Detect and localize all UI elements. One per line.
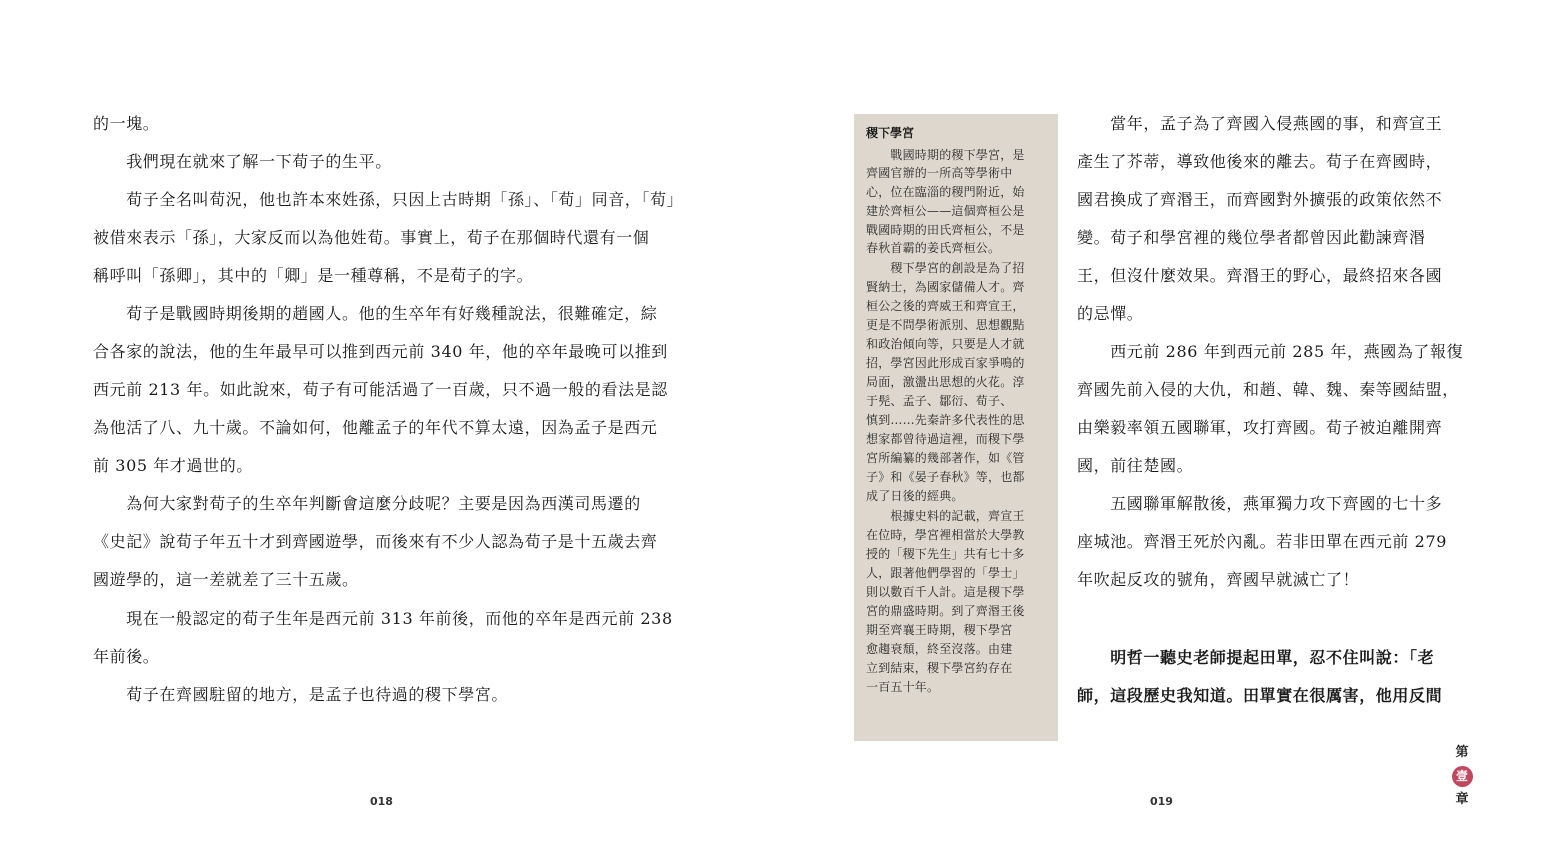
left-line: 的一塊。 bbox=[93, 114, 160, 133]
sidebar-line: 期至齊襄王時期，稷下學宮 bbox=[866, 623, 1013, 637]
right-line: 當年，孟子為了齊國入侵燕國的事，和齊宣王 bbox=[1077, 114, 1443, 133]
sidebar-line: 授的「稷下先生」共有七十多 bbox=[866, 547, 1025, 561]
sidebar-line: 局面，激盪出思想的火花。淳 bbox=[866, 375, 1025, 389]
sidebar-line: 建於齊桓公——這個齊桓公是 bbox=[866, 204, 1025, 218]
right-line: 產生了芥蒂，導致他後來的離去。荀子在齊國時， bbox=[1077, 152, 1443, 171]
sidebar-line: 愈趨衰頹，終至沒落。由建 bbox=[866, 642, 1013, 656]
sidebar-line: 于髡、孟子、鄒衍、荀子、 bbox=[866, 394, 1013, 408]
left-line: 國遊學的，這一差就差了三十五歲。 bbox=[93, 570, 359, 589]
left-line: 被借來表示「孫」，大家反而以為他姓荀。事實上，荀子在那個時代還有一個 bbox=[93, 228, 650, 247]
left-line: 前 305 年才過世的。 bbox=[93, 456, 253, 475]
chapter-mark bbox=[1451, 744, 1473, 809]
right-line: 的忌憚。 bbox=[1077, 304, 1144, 323]
sidebar-line: 和政治傾向等，只要是人才就 bbox=[866, 337, 1025, 351]
left-line: 為他活了八、九十歲。不論如何，他離孟子的年代不算太遠，因為孟子是西元 bbox=[93, 418, 658, 437]
sidebar-line: 立到結束，稷下學宮約存在 bbox=[866, 661, 1013, 675]
left-line: 為何大家對荀子的生卒年判斷會這麼分歧呢？主要是因為西漢司馬遷的 bbox=[93, 494, 641, 513]
sidebar-line: 賢納士，為國家儲備人才。齊 bbox=[866, 280, 1025, 294]
right-line: 變。荀子和學宮裡的幾位學者都曾因此勸諫齊湣 bbox=[1077, 228, 1426, 247]
chapter-mark-bottom: 章 bbox=[1455, 792, 1469, 807]
sidebar-line: 成了日後的經典。 bbox=[866, 489, 964, 503]
sidebar-line: 在位時，學宮裡相當於大學教 bbox=[866, 528, 1025, 542]
sidebar-line: 心，位在臨淄的稷門附近，始 bbox=[866, 185, 1025, 199]
sidebar-line: 根據史料的記載，齊宣王 bbox=[866, 509, 1025, 523]
sidebar-line: 春秋首霸的姜氏齊桓公。 bbox=[866, 241, 1001, 255]
left-page bbox=[0, 0, 770, 863]
right-page bbox=[770, 0, 1541, 863]
left-line: 年前後。 bbox=[93, 647, 160, 666]
left-line: 荀子是戰國時期後期的趙國人。他的生卒年有好幾種說法，很難確定，綜 bbox=[93, 304, 658, 323]
sidebar-line: 宮的鼎盛時期。到了齊湣王後 bbox=[866, 604, 1025, 618]
sidebar-line: 想家都曾待過這裡，而稷下學 bbox=[866, 432, 1025, 446]
sidebar-line: 更是不問學術派別、思想觀點 bbox=[866, 318, 1025, 332]
right-line: 王，但沒什麼效果。齊湣王的野心，最終招來各國 bbox=[1077, 266, 1443, 285]
left-line: 荀子在齊國駐留的地方，是孟子也待過的稷下學宮。 bbox=[93, 685, 509, 704]
left-line: 合各家的說法，他的生年最早可以推到西元前 340 年，他的卒年最晚可以推到 bbox=[93, 342, 668, 361]
page-number-right: 019 bbox=[1150, 795, 1173, 808]
sidebar-line: 則以數百千人計。這是稷下學 bbox=[866, 585, 1025, 599]
chapter-number-badge: 壹 bbox=[1452, 766, 1473, 787]
right-line: 國，前往楚國。 bbox=[1077, 456, 1194, 475]
sidebar-line: 齊國官辦的一所高等學術中 bbox=[866, 166, 1013, 180]
right-line: 西元前 286 年到西元前 285 年，燕國為了報復 bbox=[1077, 342, 1464, 361]
page-number-left: 018 bbox=[370, 795, 393, 808]
right-line: 齊國先前入侵的大仇，和趙、韓、魏、秦等國結盟， bbox=[1077, 380, 1459, 399]
left-line: 現在一般認定的荀子生年是西元前 313 年前後，而他的卒年是西元前 238 bbox=[93, 609, 673, 628]
right-line: 由樂毅率領五國聯軍，攻打齊國。荀子被迫離開齊 bbox=[1077, 418, 1443, 437]
sidebar-line: 戰國時期的稷下學宮，是 bbox=[866, 148, 1025, 162]
sidebar-line: 子》和《晏子春秋》等，也都 bbox=[866, 470, 1025, 484]
right-line: 國君換成了齊湣王，而齊國對外擴張的政策依然不 bbox=[1077, 190, 1443, 209]
left-line: 稱呼叫「孫卿」，其中的「卿」是一種尊稱，不是荀子的字。 bbox=[93, 266, 534, 285]
left-line: 我們現在就來了解一下荀子的生平。 bbox=[93, 152, 392, 171]
sidebar-title: 稷下學宮 bbox=[866, 126, 915, 140]
right-line: 座城池。齊湣王死於內亂。若非田單在西元前 279 bbox=[1077, 532, 1448, 551]
left-line: 西元前 213 年。如此說來，荀子有可能活過了一百歲，只不過一般的看法是認 bbox=[93, 380, 668, 399]
left-line: 荀子全名叫荀況，他也許本來姓孫，只因上古時期「孫」、「荀」同音，「荀」 bbox=[93, 190, 684, 209]
sidebar-line: 稷下學宮的創設是為了招 bbox=[866, 261, 1025, 275]
sidebar-line: 招，學宮因此形成百家爭鳴的 bbox=[866, 356, 1025, 370]
right-bold-line: 師，這段歷史我知道。田單實在很厲害，他用反間 bbox=[1077, 686, 1443, 705]
sidebar-line: 慎到……先秦許多代表性的思 bbox=[866, 413, 1025, 427]
left-line: 《史記》說荀子年五十才到齊國遊學，而後來有不少人認為荀子是十五歲去齊 bbox=[93, 532, 658, 551]
sidebar-box bbox=[854, 114, 1058, 741]
right-line: 年吹起反攻的號角，齊國早就滅亡了！ bbox=[1077, 570, 1360, 589]
sidebar-line: 桓公之後的齊威王和齊宣王， bbox=[866, 299, 1025, 313]
right-bold-line: 明哲一聽史老師提起田單，忍不住叫說：「老 bbox=[1077, 648, 1435, 667]
sidebar-line: 宮所編纂的幾部著作，如《管 bbox=[866, 451, 1025, 465]
sidebar-line: 戰國時期的田氏齊桓公，不是 bbox=[866, 223, 1025, 237]
chapter-mark-top: 第 bbox=[1455, 745, 1469, 760]
sidebar-line: 人，跟著他們學習的「學士」 bbox=[866, 566, 1025, 580]
sidebar-line: 一百五十年。 bbox=[866, 680, 940, 694]
right-line: 五國聯軍解散後，燕軍獨力攻下齊國的七十多 bbox=[1077, 494, 1443, 513]
